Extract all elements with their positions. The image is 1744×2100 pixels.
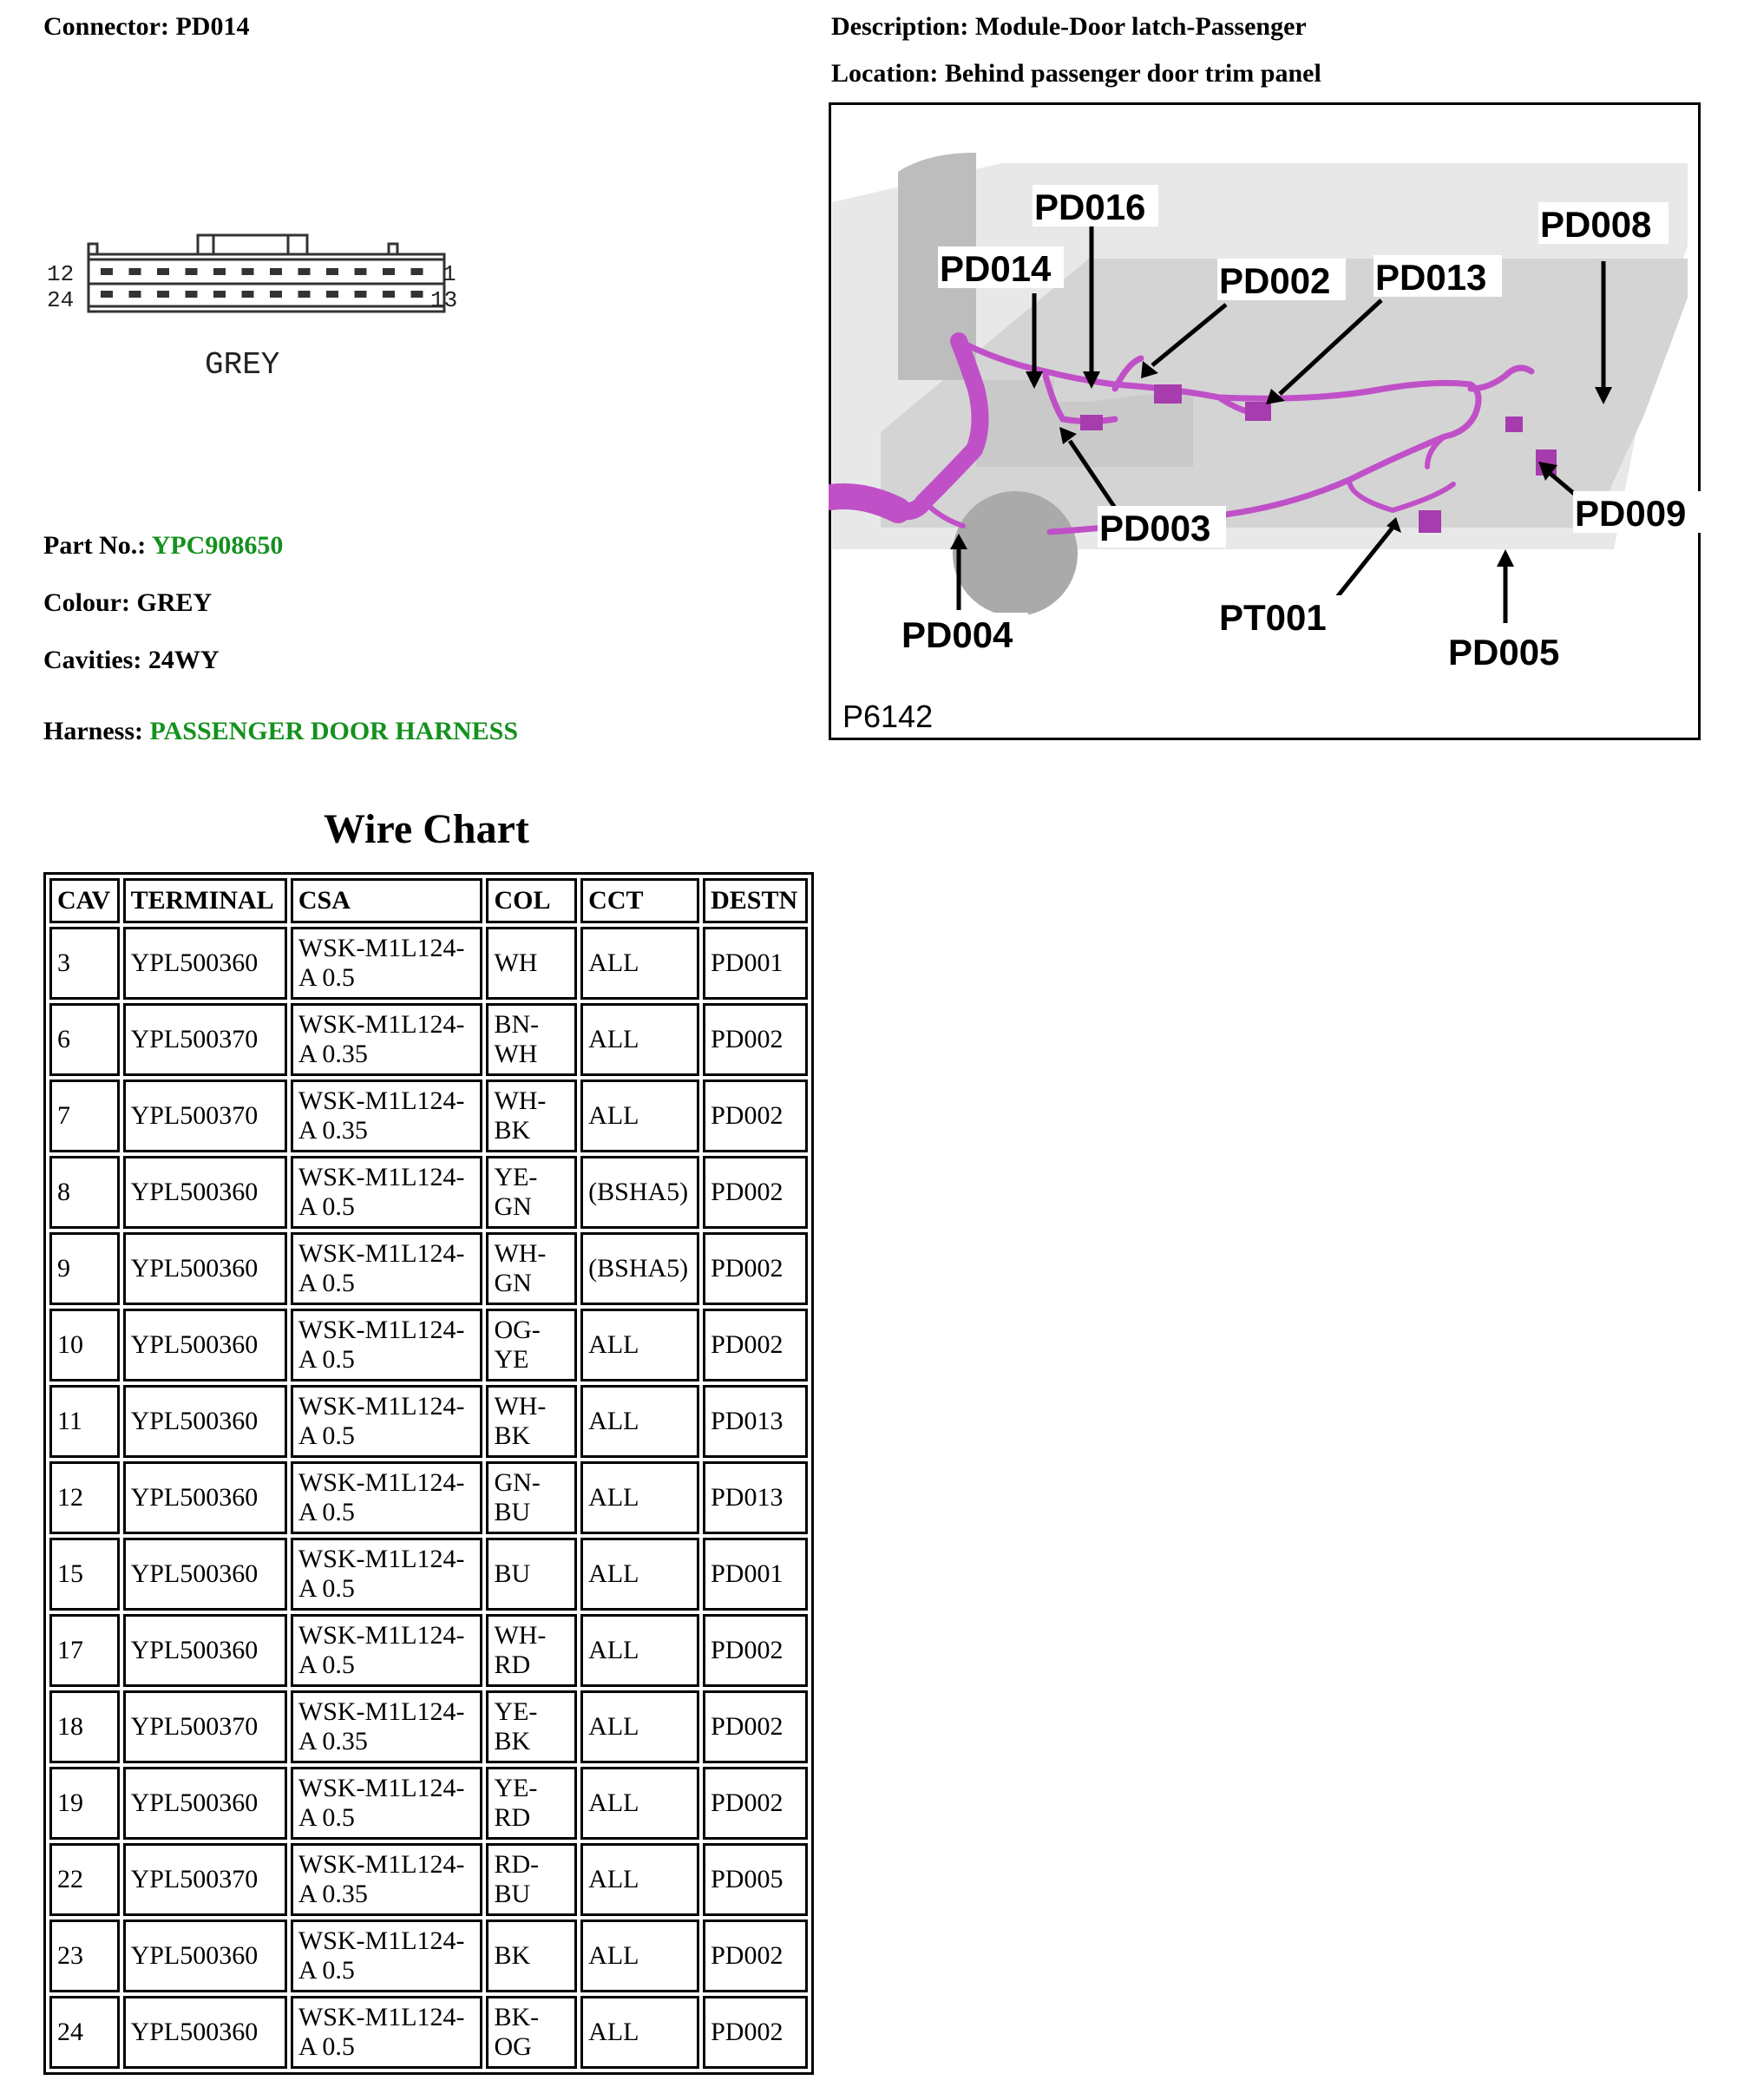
harness-link[interactable]: PASSENGER DOOR HARNESS	[149, 717, 519, 745]
table-row	[49, 1614, 808, 1687]
cell-csa: WSK-M1L124-A 0.35	[291, 1080, 483, 1152]
cell-destn[interactable]: PD002	[703, 1767, 808, 1840]
cell-cct: ALL	[580, 1538, 699, 1611]
table-header-row	[49, 878, 808, 923]
callout-pd013: PD013	[1375, 257, 1487, 298]
header-destn: DESTN	[703, 878, 808, 923]
callout-pd002: PD002	[1219, 260, 1331, 301]
pin-label-12: 12	[47, 261, 75, 287]
table-row	[49, 1767, 808, 1840]
cell-col: BU	[486, 1538, 577, 1611]
cell-col: YE-BK	[486, 1690, 577, 1763]
connector-pin	[383, 268, 395, 275]
connector-pin	[129, 291, 141, 298]
connector-pin	[186, 291, 198, 298]
connector-id: PD014	[175, 12, 250, 41]
cell-col: BN-WH	[486, 1003, 577, 1076]
cell-col: WH-GN	[486, 1232, 577, 1305]
cell-col: RD-BU	[486, 1843, 577, 1916]
connector-pin	[270, 291, 282, 298]
cell-cav: 18	[49, 1690, 120, 1763]
callout-pd009: PD009	[1575, 493, 1687, 534]
connector-pin	[411, 291, 423, 298]
cell-cct: (BSHA5)	[580, 1232, 699, 1305]
connector-face-diagram	[35, 221, 486, 395]
cell-cct: ALL	[580, 1080, 699, 1152]
cell-destn[interactable]: PD002	[703, 1309, 808, 1381]
cell-destn[interactable]: PD002	[703, 1614, 808, 1687]
pin-label-24: 24	[47, 287, 75, 313]
cell-csa: WSK-M1L124-A 0.35	[291, 1003, 483, 1076]
cell-csa: WSK-M1L124-A 0.5	[291, 1996, 483, 2069]
connector-colour-label: GREY	[205, 347, 280, 383]
cell-cav: 23	[49, 1920, 120, 1992]
cell-cct: ALL	[580, 1614, 699, 1687]
cell-terminal: YPL500360	[123, 1996, 287, 2069]
connector-pin	[101, 268, 113, 275]
cell-destn[interactable]: PD002	[703, 1080, 808, 1152]
cell-destn[interactable]: PD005	[703, 1843, 808, 1916]
table-row	[49, 1385, 808, 1458]
table-row	[49, 1309, 808, 1381]
cell-destn[interactable]: PD013	[703, 1385, 808, 1458]
cell-destn[interactable]: PD002	[703, 1690, 808, 1763]
cavities-value: 24WY	[148, 646, 220, 674]
table-row	[49, 1996, 808, 2069]
table-row	[49, 1920, 808, 1992]
connector-pin	[298, 268, 311, 275]
description-value: Module-Door latch-Passenger	[974, 12, 1307, 41]
connector-pin	[213, 291, 226, 298]
cell-cav: 8	[49, 1156, 120, 1229]
connector-pin	[355, 268, 367, 275]
cell-terminal: YPL500360	[123, 1920, 287, 1992]
cell-terminal: YPL500360	[123, 1385, 287, 1458]
connector-pin	[186, 268, 198, 275]
cell-destn[interactable]: PD002	[703, 1996, 808, 2069]
callout-pt001: PT001	[1219, 597, 1327, 638]
cell-destn[interactable]: PD002	[703, 1920, 808, 1992]
cell-terminal: YPL500370	[123, 1843, 287, 1916]
connector-pin	[355, 291, 367, 298]
cell-col: WH-RD	[486, 1614, 577, 1687]
location-illustration	[829, 102, 1701, 740]
table-row	[49, 1232, 808, 1305]
cell-cav: 12	[49, 1461, 120, 1534]
connector-pin	[326, 291, 338, 298]
colour-line: Colour: GREY	[43, 588, 213, 617]
cell-destn[interactable]: PD001	[703, 1538, 808, 1611]
table-row	[49, 1156, 808, 1229]
cell-terminal: YPL500370	[123, 1690, 287, 1763]
pin-label-13: 13	[430, 287, 458, 313]
cell-terminal: YPL500360	[123, 927, 287, 1000]
header-terminal: TERMINAL	[123, 878, 287, 923]
pin-row-top	[101, 268, 423, 275]
cell-destn[interactable]: PD002	[703, 1232, 808, 1305]
cell-col: YE-GN	[486, 1156, 577, 1229]
cell-cct: ALL	[580, 1767, 699, 1840]
callout-pd005: PD005	[1448, 632, 1560, 673]
connector-pin	[411, 268, 423, 275]
cell-cct: ALL	[580, 1843, 699, 1916]
callout-pd016: PD016	[1034, 187, 1146, 227]
cell-cct: ALL	[580, 1690, 699, 1763]
cell-destn[interactable]: PD013	[703, 1461, 808, 1534]
header-cav: CAV	[49, 878, 120, 923]
table-row	[49, 1461, 808, 1534]
cell-terminal: YPL500360	[123, 1538, 287, 1611]
wire-chart-table	[43, 872, 814, 2075]
connector-pin	[157, 268, 169, 275]
cell-csa: WSK-M1L124-A 0.5	[291, 1538, 483, 1611]
cell-csa: WSK-M1L124-A 0.5	[291, 1309, 483, 1381]
cell-cav: 22	[49, 1843, 120, 1916]
connector-pin	[270, 268, 282, 275]
cell-col: WH-BK	[486, 1080, 577, 1152]
connector-pin	[242, 268, 254, 275]
cell-cct: ALL	[580, 1385, 699, 1458]
cell-cav: 24	[49, 1996, 120, 2069]
cell-col: GN-BU	[486, 1461, 577, 1534]
connector-pin	[383, 291, 395, 298]
header-csa: CSA	[291, 878, 483, 923]
header-col: COL	[486, 878, 577, 923]
cell-col: OG-YE	[486, 1309, 577, 1381]
cell-col: WH-BK	[486, 1385, 577, 1458]
cell-cav: 6	[49, 1003, 120, 1076]
callout-pd004: PD004	[902, 614, 1013, 655]
table-row	[49, 1080, 808, 1152]
cell-csa: WSK-M1L124-A 0.5	[291, 1156, 483, 1229]
cell-terminal: YPL500360	[123, 1614, 287, 1687]
connector-pin	[298, 291, 311, 298]
cell-col: BK-OG	[486, 1996, 577, 2069]
cell-terminal: YPL500360	[123, 1461, 287, 1534]
cell-cav: 3	[49, 927, 120, 1000]
cell-cav: 15	[49, 1538, 120, 1611]
cell-csa: WSK-M1L124-A 0.5	[291, 1385, 483, 1458]
cell-cav: 10	[49, 1309, 120, 1381]
cavities-line: Cavities: 24WY	[43, 646, 220, 674]
cell-col: YE-RD	[486, 1767, 577, 1840]
cell-csa: WSK-M1L124-A 0.5	[291, 1232, 483, 1305]
colour-value: GREY	[136, 588, 213, 617]
cell-terminal: YPL500360	[123, 1232, 287, 1305]
table-row	[49, 1690, 808, 1763]
location-heading: Location: Behind passenger door trim panel	[831, 59, 1321, 88]
cell-cct: ALL	[580, 1461, 699, 1534]
cell-col: WH	[486, 927, 577, 1000]
connector-pin	[213, 268, 226, 275]
callout-pd003: PD003	[1099, 508, 1211, 548]
cell-cct: ALL	[580, 1309, 699, 1381]
cell-csa: WSK-M1L124-A 0.5	[291, 1614, 483, 1687]
cell-destn[interactable]: PD002	[703, 1156, 808, 1229]
cell-terminal: YPL500360	[123, 1767, 287, 1840]
cell-csa: WSK-M1L124-A 0.35	[291, 1843, 483, 1916]
cell-terminal: YPL500360	[123, 1156, 287, 1229]
connector-pin	[129, 268, 141, 275]
cell-csa: WSK-M1L124-A 0.5	[291, 1920, 483, 1992]
cell-csa: WSK-M1L124-A 0.5	[291, 927, 483, 1000]
location-value: Behind passenger door trim panel	[944, 59, 1321, 88]
cell-cav: 9	[49, 1232, 120, 1305]
header-cct: CCT	[580, 878, 699, 923]
connector-pin	[157, 291, 169, 298]
cell-terminal: YPL500370	[123, 1003, 287, 1076]
cell-csa: WSK-M1L124-A 0.5	[291, 1461, 483, 1534]
connector-pin	[242, 291, 254, 298]
part-no-link[interactable]: YPC908650	[151, 531, 284, 560]
table-row	[49, 1003, 808, 1076]
cell-cav: 11	[49, 1385, 120, 1458]
connector-heading: Connector: PD014	[43, 12, 250, 41]
table-row	[49, 1843, 808, 1916]
cell-cct: ALL	[580, 927, 699, 1000]
table-row	[49, 927, 808, 1000]
pin-label-1: 1	[443, 261, 456, 287]
callout-pd014: PD014	[940, 248, 1052, 289]
cell-destn[interactable]: PD001	[703, 927, 808, 1000]
cell-csa: WSK-M1L124-A 0.35	[291, 1690, 483, 1763]
cell-col: BK	[486, 1920, 577, 1992]
description-heading: Description: Module-Door latch-Passenger	[831, 12, 1307, 41]
cell-csa: WSK-M1L124-A 0.5	[291, 1767, 483, 1840]
cell-cct: ALL	[580, 1003, 699, 1076]
callout-pd008: PD008	[1540, 204, 1652, 245]
cell-cav: 7	[49, 1080, 120, 1152]
wire-chart-body	[49, 927, 808, 2069]
pin-row-bottom	[101, 291, 423, 298]
figure-id: P6142	[842, 699, 934, 734]
cell-cct: ALL	[580, 1996, 699, 2069]
cell-cav: 19	[49, 1767, 120, 1840]
cell-cav: 17	[49, 1614, 120, 1687]
cell-terminal: YPL500360	[123, 1309, 287, 1381]
cell-terminal: YPL500370	[123, 1080, 287, 1152]
connector-pin	[101, 291, 113, 298]
cell-destn[interactable]: PD002	[703, 1003, 808, 1076]
table-row	[49, 1538, 808, 1611]
connector-pin	[326, 268, 338, 275]
cell-cct: (BSHA5)	[580, 1156, 699, 1229]
harness-line: Harness: PASSENGER DOOR HARNESS	[43, 717, 519, 745]
cell-cct: ALL	[580, 1920, 699, 1992]
part-no-line: Part No.: YPC908650	[43, 531, 284, 560]
wire-chart-title: Wire Chart	[324, 806, 529, 852]
